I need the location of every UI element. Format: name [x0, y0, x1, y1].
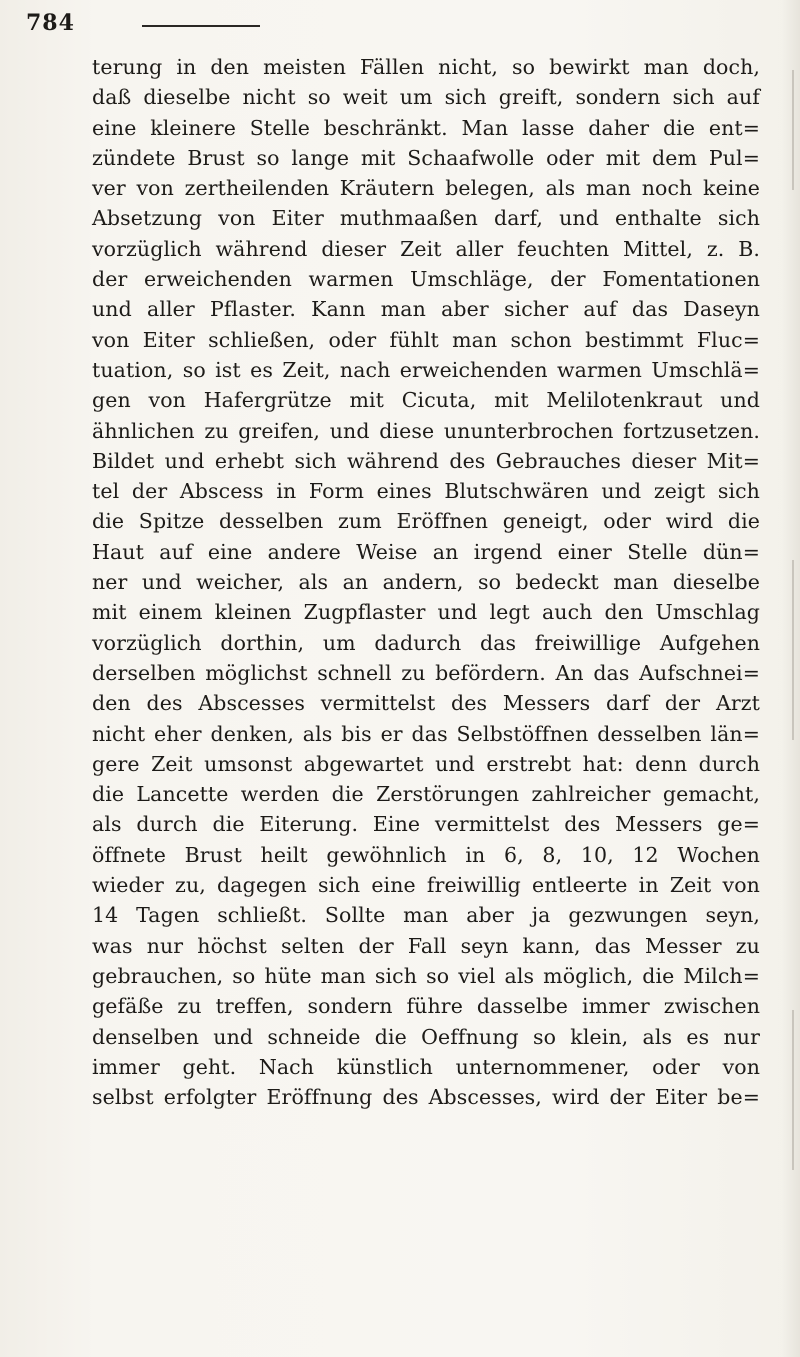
text-line: gere Zeit umsonst abgewartet und erstrebt hat: denn durch: [92, 751, 760, 776]
text-line: gefäße zu treffen, sondern führe dasselbe immer zwischen: [92, 994, 760, 1019]
text-line: die Lancette werden die Zerstörungen zahlreicher gemacht,: [92, 782, 760, 807]
text-line: derselben möglichst schnell zu befördern. An das Aufschnei=: [92, 660, 760, 685]
text-line: die Spitze desselben zum Eröffnen geneigt, oder wird die: [92, 509, 760, 534]
text-line: von Eiter schließen, oder fühlt man schon bestimmt Fluc=: [92, 327, 760, 352]
text-line: tuation, so ist es Zeit, nach erweichenden warmen Umschlä=: [92, 357, 760, 382]
text-line: denselben und schneide die Oeffnung so klein, als es nur: [92, 1024, 760, 1049]
text-line: mit einem kleinen Zugpflaster und legt auch den Umschlag: [92, 600, 760, 625]
text-line: 14 Tagen schließt. Sollte man aber ja gezwungen seyn,: [92, 903, 760, 928]
text-line: ver von zertheilenden Kräutern belegen, als man noch keine: [92, 176, 760, 201]
text-line: daß dieselbe nicht so weit um sich greift, sondern sich auf: [92, 85, 760, 110]
header-rule: [142, 25, 260, 27]
text-line: selbst erfolgter Eröffnung des Abscesses, wird der Eiter be=: [92, 1085, 760, 1110]
text-line: ner und weicher, als an andern, so bedeckt man dieselbe: [92, 570, 760, 595]
text-line: zündete Brust so lange mit Schaafwolle oder mit dem Pul=: [92, 145, 760, 170]
text-line: den des Abscesses vermittelst des Messers darf der Arzt: [92, 691, 760, 716]
text-line: ähnlichen zu greifen, und diese ununterbrochen fortzusetzen.: [92, 418, 760, 443]
page-header: [26, 10, 770, 38]
text-line: öffnete Brust heilt gewöhnlich in 6, 8, 10, 12 Wochen: [92, 842, 760, 867]
text-line: gen von Hafergrütze mit Cicuta, mit Melilotenkraut und: [92, 388, 760, 413]
text-line: vorzüglich während dieser Zeit aller feuchten Mittel, z. B.: [92, 236, 760, 261]
text-line: nicht eher denken, als bis er das Selbstöffnen desselben län=: [92, 721, 760, 746]
page-edge-mark: [792, 1010, 794, 1170]
text-line: Haut auf eine andere Weise an irgend einer Stelle dün=: [92, 539, 760, 564]
page-number: 784: [26, 10, 75, 36]
text-line: wieder zu, dagegen sich eine freiwillig entleerte in Zeit von: [92, 873, 760, 898]
text-line: terung in den meisten Fällen nicht, so bewirkt man doch,: [92, 55, 760, 79]
page-edge-mark: [792, 560, 794, 740]
text-line: als durch die Eiterung. Eine vermittelst des Messers ge=: [92, 812, 760, 837]
text-line: und aller Pflaster. Kann man aber sicher auf das Daseyn: [92, 297, 760, 322]
text-line: tel der Abscess in Form eines Blutschwären und zeigt sich: [92, 479, 760, 504]
page-edge-mark: [792, 70, 794, 190]
body-text: [92, 52, 760, 1112]
text-line: Absetzung von Eiter muthmaaßen darf, und enthalte sich: [92, 206, 760, 231]
text-line: was nur höchst selten der Fall seyn kann, das Messer zu: [92, 933, 760, 958]
text-line: immer geht. Nach künstlich unternommener, oder von: [92, 1054, 760, 1079]
text-line: der erweichenden warmen Umschläge, der Fomentationen: [92, 267, 760, 292]
page-edge-shadow: [782, 0, 800, 1357]
text-line: Bildet und erhebt sich während des Gebrauches dieser Mit=: [92, 448, 760, 473]
text-line: vorzüglich dorthin, um dadurch das freiwillige Aufgehen: [92, 630, 760, 655]
text-line: gebrauchen, so hüte man sich so viel als möglich, die Milch=: [92, 963, 760, 988]
text-line: eine kleinere Stelle beschränkt. Man lasse daher die ent=: [92, 115, 760, 140]
